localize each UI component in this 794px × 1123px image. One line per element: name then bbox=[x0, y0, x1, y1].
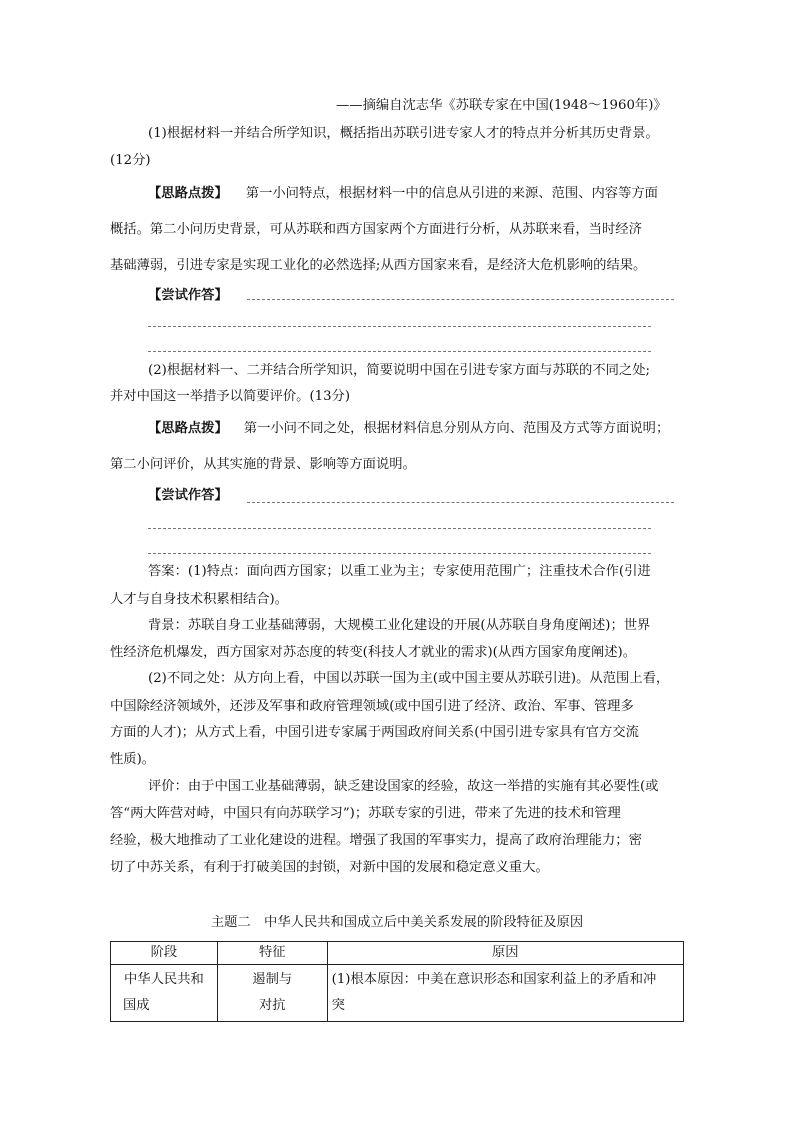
answer-line-1a[interactable] bbox=[247, 299, 674, 300]
answer-line-03: 背景：苏联自身工业基础薄弱，大规模工业化建设的开展(从苏联自身角度阐述)；世界 bbox=[148, 618, 651, 633]
hint-2-label: 【思路点拨】 bbox=[148, 421, 228, 436]
header-reason: 原因 bbox=[327, 942, 683, 965]
answer-line-09: 评价：由于中国工业基础薄弱，缺乏建设国家的经验，故这一举措的实施有其必要性(或 bbox=[148, 779, 659, 794]
answer-line-2b[interactable] bbox=[148, 528, 651, 529]
question-2-line-1: (2)根据材料一、二并结合所学知识，简要说明中国在引进专家方面与苏联的不同之处; bbox=[148, 363, 651, 378]
header-feature: 特征 bbox=[217, 942, 327, 965]
answer-line-02: 人才与自身技术积累相结合)。 bbox=[110, 592, 289, 607]
stage-line-1: 中华人民共和 bbox=[124, 972, 204, 987]
header-stage: 阶段 bbox=[111, 942, 218, 965]
question-2-line-2: 并对中国这一举措予以简要评价。(13分) bbox=[110, 389, 351, 404]
question-1-line-2: (12分) bbox=[110, 153, 151, 168]
answer-line-10: 答“两大阵营对峙，中国只有向苏联学习”)；苏联专家的引进，带来了先进的技术和管理 bbox=[110, 806, 621, 821]
answer-line-04: 性经济危机爆发，西方国家对苏态度的转变(科技人才就业的需求)(从西方国家角度阐述)。 bbox=[110, 645, 637, 660]
cell-stage bbox=[111, 965, 218, 1022]
answer-line-12: 切了中苏关系，有利于打破美国的封锁，对新中国的发展和稳定意义重大。 bbox=[110, 860, 549, 875]
table-row bbox=[111, 965, 684, 1022]
answer-line-1c[interactable] bbox=[148, 351, 651, 352]
answer-line-06: 中国除经济领域外，还涉及军事和政府管理领域(或中国引进了经济、政治、军事、管理多 bbox=[110, 699, 634, 714]
feature-line-1: 遏制与 bbox=[252, 972, 293, 987]
answer-line-07: 方面的人才)；从方式上看，中国引进专家属于两国政府间关系(中国引进专家具有官方交流 bbox=[110, 725, 639, 740]
cell-reason bbox=[327, 965, 683, 1022]
try-2-label: 【尝试作答】 bbox=[148, 488, 228, 503]
topic-2-table bbox=[110, 941, 684, 1022]
table-header-row bbox=[111, 942, 684, 965]
hint-2-text-1: 第一小问不同之处，根据材料信息分别从方向、范围及方式等方面说明； bbox=[243, 421, 670, 436]
answer-line-1b[interactable] bbox=[148, 326, 651, 327]
answer-line-2c[interactable] bbox=[148, 553, 651, 554]
reason-line-1: (1)根本原因：中美在意识形态和国家利益上的矛盾和冲 bbox=[331, 972, 657, 987]
stage-line-2: 国成 bbox=[123, 998, 150, 1013]
hint-2-line-1 bbox=[148, 419, 669, 439]
answer-line-01: 答案：(1)特点：面向西方国家；以重工业为主；专家使用范围广；注重技术合作(引进 bbox=[148, 564, 651, 579]
try-1-label: 【尝试作答】 bbox=[148, 288, 228, 303]
source-citation: ——摘编自沈志华《苏联专家在中国(1948～1960年)》 bbox=[336, 98, 667, 113]
hint-1-text-1: 第一小问特点，根据材料一中的信息从引进的来源、范围、内容等方面 bbox=[245, 186, 658, 201]
hint-2-line-2: 第二小问评价，从其实施的背景、影响等方面说明。 bbox=[110, 457, 416, 472]
reason-line-2: 突 bbox=[331, 998, 345, 1013]
answer-line-05: (2)不同之处：从方向上看，中国以苏联一国为主(或中国主要从苏联引进)。从范围上看， bbox=[148, 671, 670, 686]
hint-1-line-2: 概括。第二小问历史背景，可从苏联和西方国家两个方面进行分析，从苏联来看，当时经济 bbox=[110, 222, 642, 237]
answer-line-11: 经验，极大地推动了工业化建设的进程。增强了我国的军事实力，提高了政府治理能力；密 bbox=[110, 833, 642, 848]
hint-1-label: 【思路点拨】 bbox=[148, 186, 228, 201]
answer-line-08: 性质)。 bbox=[110, 752, 156, 767]
answer-line-2a[interactable] bbox=[247, 502, 674, 503]
topic-2-title: 主题二 中华人民共和国成立后中美关系发展的阶段特征及原因 bbox=[210, 915, 584, 930]
hint-1-line-1 bbox=[148, 184, 658, 204]
feature-line-2: 对抗 bbox=[258, 998, 286, 1013]
question-1-line-1: (1)根据材料一并结合所学知识，概括指出苏联引进专家人才的特点并分析其历史背景。 bbox=[148, 126, 659, 141]
cell-feature bbox=[217, 965, 327, 1022]
hint-1-line-3: 基础薄弱，引进专家是实现工业化的必然选择;从西方国家来看，是经济大危机影响的结果。 bbox=[110, 258, 647, 273]
